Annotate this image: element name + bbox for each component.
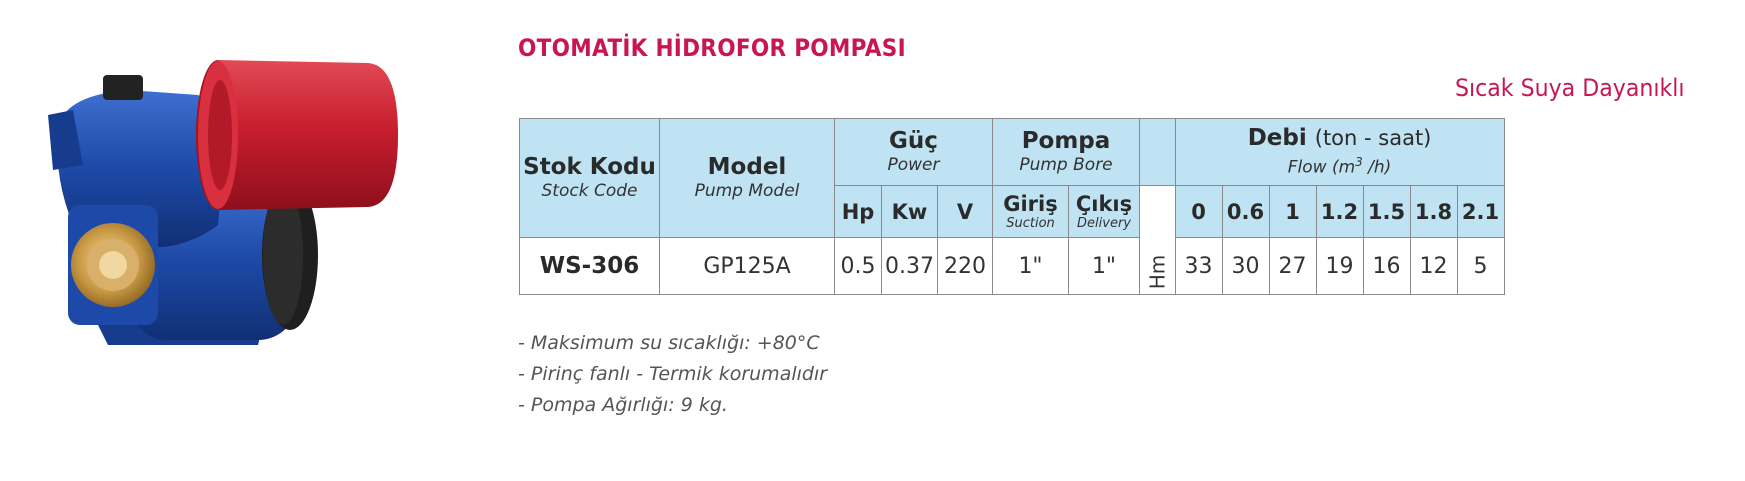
hm-header-top <box>1140 119 1176 186</box>
model-header: Model Pump Model <box>660 119 835 238</box>
stock-code-header: Stok Kodu Stock Code <box>520 119 660 238</box>
flow-col-3: 1.2 <box>1316 186 1363 238</box>
notes-list <box>518 328 827 421</box>
page-subtitle: Sıcak Suya Dayanıklı <box>1455 74 1685 102</box>
model-cell: GP125A <box>660 238 835 295</box>
head-cell: 30 <box>1222 238 1269 295</box>
hp-cell: 0.5 <box>835 238 882 295</box>
power-header: Güç Power <box>835 119 993 186</box>
inlet-cell: 1" <box>993 238 1069 295</box>
pump-image <box>28 55 448 385</box>
spec-table <box>519 118 1505 295</box>
flow-col-6: 2.1 <box>1457 186 1504 238</box>
stock-code-cell: WS-306 <box>520 238 660 295</box>
page-title: OTOMATİK HİDROFOR POMPASI <box>518 34 906 62</box>
power-col-v: V <box>938 186 993 238</box>
head-cell: 12 <box>1410 238 1457 295</box>
head-cell: 33 <box>1175 238 1222 295</box>
note-item: - Pirinç fanlı - Termik korumalıdır <box>518 363 828 385</box>
table-row <box>520 238 1505 295</box>
pump-col-inlet: Giriş Suction <box>993 186 1069 238</box>
power-col-kw: Kw <box>882 186 938 238</box>
head-cell: 27 <box>1269 238 1316 295</box>
power-col-hp: Hp <box>835 186 882 238</box>
flow-col-1: 0.6 <box>1222 186 1269 238</box>
head-cell: 19 <box>1316 238 1363 295</box>
head-cell: 5 <box>1457 238 1504 295</box>
flow-col-0: 0 <box>1175 186 1222 238</box>
flow-col-5: 1.8 <box>1410 186 1457 238</box>
flow-col-4: 1.5 <box>1363 186 1410 238</box>
note-item: - Pompa Ağırlığı: 9 kg. <box>518 394 728 416</box>
hm-label: Hm <box>1140 186 1176 295</box>
flow-col-2: 1 <box>1269 186 1316 238</box>
outlet-cell: 1" <box>1069 238 1140 295</box>
note-item: - Maksimum su sıcaklığı: +80°C <box>518 332 820 354</box>
pump-col-outlet: Çıkış Delivery <box>1069 186 1140 238</box>
pump-bore-header: Pompa Pump Bore <box>993 119 1140 186</box>
flow-header: Debi (ton - saat) Flow ($m^3$ /h) <box>1175 119 1504 186</box>
kw-cell: 0.37 <box>882 238 938 295</box>
head-cell: 16 <box>1363 238 1410 295</box>
v-cell: 220 <box>938 238 993 295</box>
